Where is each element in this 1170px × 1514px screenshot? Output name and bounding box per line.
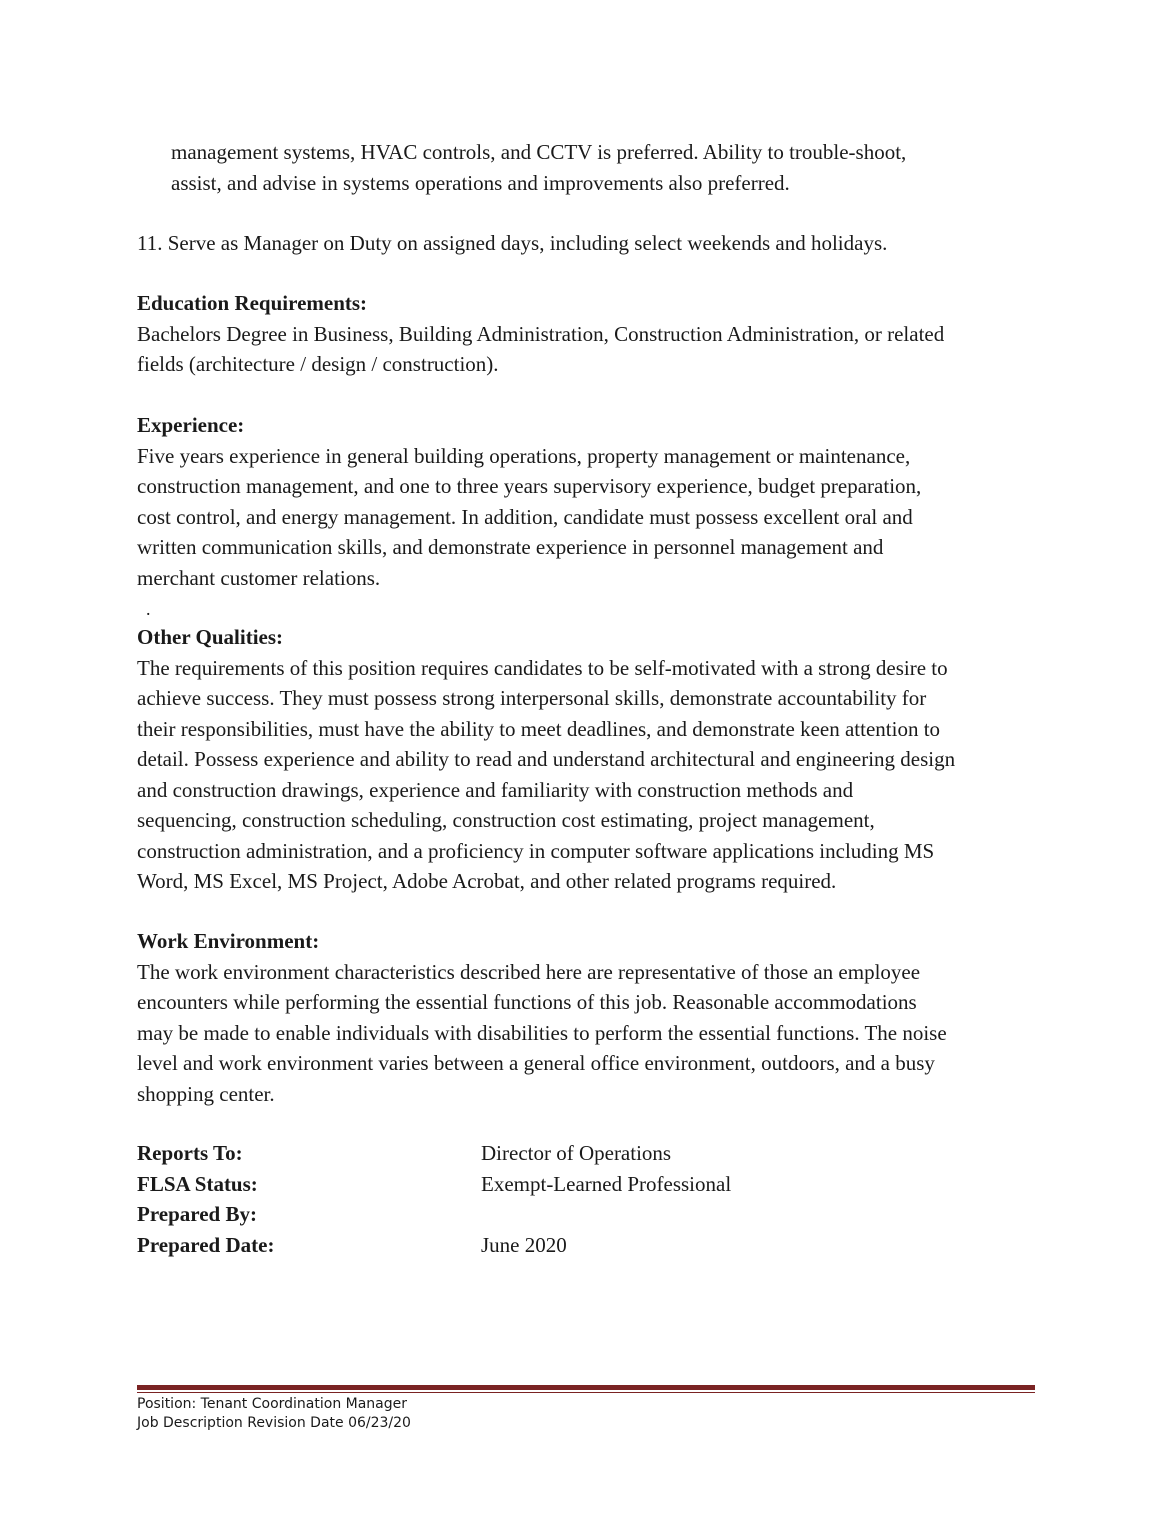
text-line: Word, MS Excel, MS Project, Adobe Acrobat, and other related programs required. bbox=[137, 869, 837, 893]
footer-position: Position: Tenant Coordination Manager bbox=[137, 1396, 408, 1412]
other-qualities-section bbox=[137, 622, 1037, 897]
text-line: their responsibilities, must have the ability to meet deadlines, and demonstrate keen attention to bbox=[137, 716, 941, 741]
work-environment-section bbox=[137, 926, 1037, 1109]
section-heading: Work Environment: bbox=[137, 929, 320, 953]
text-line: may be made to enable individuals with disabilities to perform the essential functions. The noise bbox=[137, 1020, 947, 1045]
detail-value: Exempt-Learned Professional bbox=[481, 1171, 732, 1196]
text-line: assist, and advise in systems operations and improvements also preferred. bbox=[171, 170, 790, 195]
detail-value: Director of Operations bbox=[481, 1141, 672, 1165]
text-line: Bachelors Degree in Business, Building Administration, Construction Administration, or related bbox=[137, 321, 945, 346]
text-line: sequencing, construction scheduling, construction cost estimating, project management, bbox=[137, 808, 875, 832]
education-section bbox=[137, 288, 1037, 380]
detail-label: Prepared Date: bbox=[137, 1232, 275, 1257]
detail-label: Reports To: bbox=[137, 1141, 243, 1165]
footer-divider bbox=[137, 1385, 1035, 1390]
detail-row bbox=[137, 1230, 937, 1261]
text-line: level and work environment varies between a general office environment, outdoors, and a busy bbox=[137, 1051, 935, 1075]
text-line: management systems, HVAC controls, and CCTV is preferred. Ability to trouble-shoot, bbox=[171, 140, 907, 164]
text-line: merchant customer relations. bbox=[137, 565, 381, 590]
text-line: encounters while performing the essential functions of this job. Reasonable accommodations bbox=[137, 990, 917, 1014]
detail-row bbox=[137, 1199, 937, 1230]
experience-section bbox=[137, 410, 1037, 593]
text-line: construction management, and one to three years supervisory experience, budget preparation, bbox=[137, 474, 922, 498]
text-line: Five years experience in general building operations, property management or maintenance, bbox=[137, 443, 911, 468]
section-heading: Other Qualities: bbox=[137, 625, 284, 649]
page-footer bbox=[137, 1395, 837, 1433]
section-heading: Experience: bbox=[137, 413, 245, 437]
text-line: written communication skills, and demonstrate experience in personnel management and bbox=[137, 535, 884, 559]
text-line: 11. Serve as Manager on Duty on assigned days, including select weekends and holidays. bbox=[137, 231, 888, 255]
continuation-paragraph bbox=[171, 137, 1031, 198]
item-11 bbox=[137, 228, 1037, 259]
text-line: and construction drawings, experience and familiarity with construction methods and bbox=[137, 777, 854, 802]
stray-mark: . bbox=[146, 599, 151, 619]
footer-revision: Job Description Revision Date 06/23/20 bbox=[137, 1415, 411, 1431]
text-line: cost control, and energy management. In addition, candidate must possess excellent oral and bbox=[137, 504, 913, 529]
text-line: achieve success. They must possess strong interpersonal skills, demonstrate accountability for bbox=[137, 686, 927, 710]
text-line: construction administration, and a proficiency in computer software applications including MS bbox=[137, 838, 935, 863]
footer-divider-thin bbox=[137, 1392, 1035, 1393]
text-line: detail. Possess experience and ability to read and understand architectural and engineering design bbox=[137, 747, 956, 771]
text-line: The work environment characteristics described here are representative of those an employee bbox=[137, 959, 921, 984]
text-line: shopping center. bbox=[137, 1081, 275, 1106]
detail-label: FLSA Status: bbox=[137, 1171, 258, 1196]
text-line: The requirements of this position requires candidates to be self-motivated with a strong desire to bbox=[137, 655, 948, 680]
job-details bbox=[137, 1138, 937, 1260]
detail-row bbox=[137, 1169, 937, 1200]
section-heading: Education Requirements: bbox=[137, 291, 368, 315]
detail-value: June 2020 bbox=[481, 1232, 567, 1257]
detail-row bbox=[137, 1138, 937, 1169]
text-line: fields (architecture / design / construction). bbox=[137, 352, 499, 376]
detail-label: Prepared By: bbox=[137, 1202, 257, 1226]
